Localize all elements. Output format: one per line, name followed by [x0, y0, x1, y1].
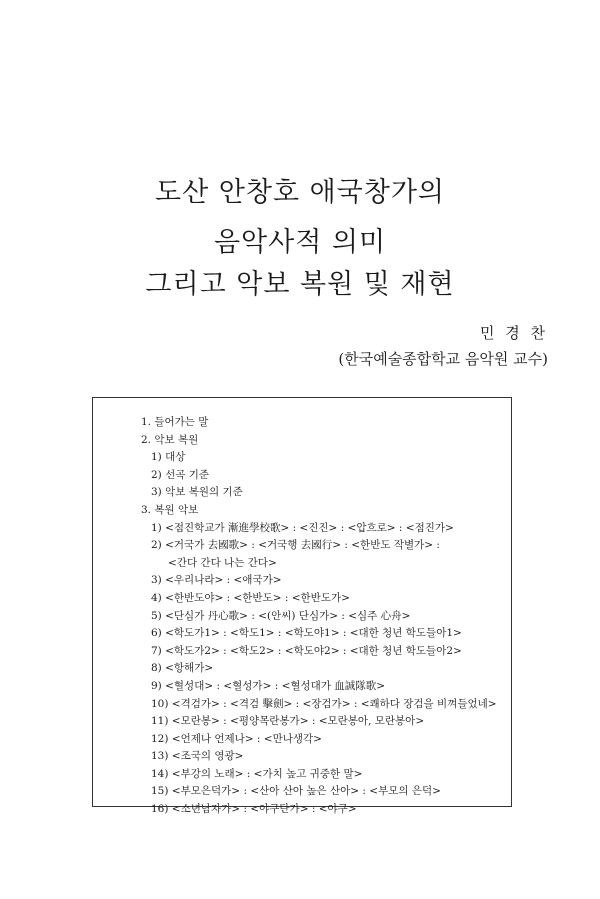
author-affiliation: (한국예술종합학교 음악원 교수): [338, 350, 548, 368]
toc-item: 7) <학도가2> : <학도2> : <학도야2> : <대한 청년 학도들아2>: [151, 644, 462, 657]
title-line-1: 도산 안창호 애국창가의: [155, 177, 445, 208]
toc-item: <간다 간다 나는 간다>: [168, 556, 277, 569]
toc-item: 8) <항해가>: [151, 662, 214, 675]
author-name: 민 경 찬: [479, 324, 548, 342]
toc-item: 1. 들어가는 말: [141, 416, 209, 428]
toc-item: 1) <점진학교가 漸進學校歌> : <진진> : <압흐로> : <점진가>: [151, 521, 454, 534]
toc-item: 2. 악보 복원: [141, 433, 199, 446]
title-line-3: 그리고 악보 복원 및 재현: [145, 269, 455, 300]
toc-item: 13) <조국의 영광>: [151, 750, 244, 763]
table-of-contents-box: [92, 397, 512, 816]
toc-item: 2) 선곡 기준: [151, 468, 210, 481]
toc-item: 2) <거국가 去國歌> : <거국행 去國行> : <한반도 작별가> :: [151, 539, 440, 552]
toc-item: 12) <언제나 언제나> : <만나생각>: [151, 732, 322, 745]
toc-item: 16) <소년남자가> : <야구단가> : <야구>: [151, 803, 357, 816]
toc-item: 1) 대상: [151, 451, 186, 464]
title-line-2: 음악사적 의미: [213, 227, 387, 258]
toc-item: 3) 악보 복원의 기준: [151, 486, 243, 499]
toc-item: 11) <모란봉> : <평양목란봉가> : <모란봉아, 모란봉아>: [151, 715, 425, 728]
toc-item: 3. 복원 악보: [141, 503, 199, 516]
toc-item: 5) <단심가 丹心歌> : <(안씨) 단심가> : <심주 心舟>: [151, 609, 411, 622]
toc-item: 3) <우리나라> : <애국가>: [151, 574, 282, 587]
toc-item: 15) <부모은덕가> : <산아 산아 높은 산아> : <부모의 은덕>: [151, 785, 441, 798]
toc-item: 14) <부강의 노래> : <가치 높고 귀중한 말>: [151, 767, 363, 780]
table-of-contents: [141, 414, 497, 819]
toc-item: 6) <학도가1> : <학도1> : <학도야1> : <대한 청년 학도들아1>: [151, 627, 462, 640]
toc-item: 9) <혈성대> : <혈성가> : <혈성대가 血誠隊歌>: [151, 679, 386, 692]
toc-item: 4) <한반도야> : <한반도> : <한반도가>: [151, 591, 350, 604]
toc-item: 10) <격검가> : <격검 擊劍> : <장검가> : <쾌하다 장검을 비껴들었네>: [151, 697, 497, 710]
